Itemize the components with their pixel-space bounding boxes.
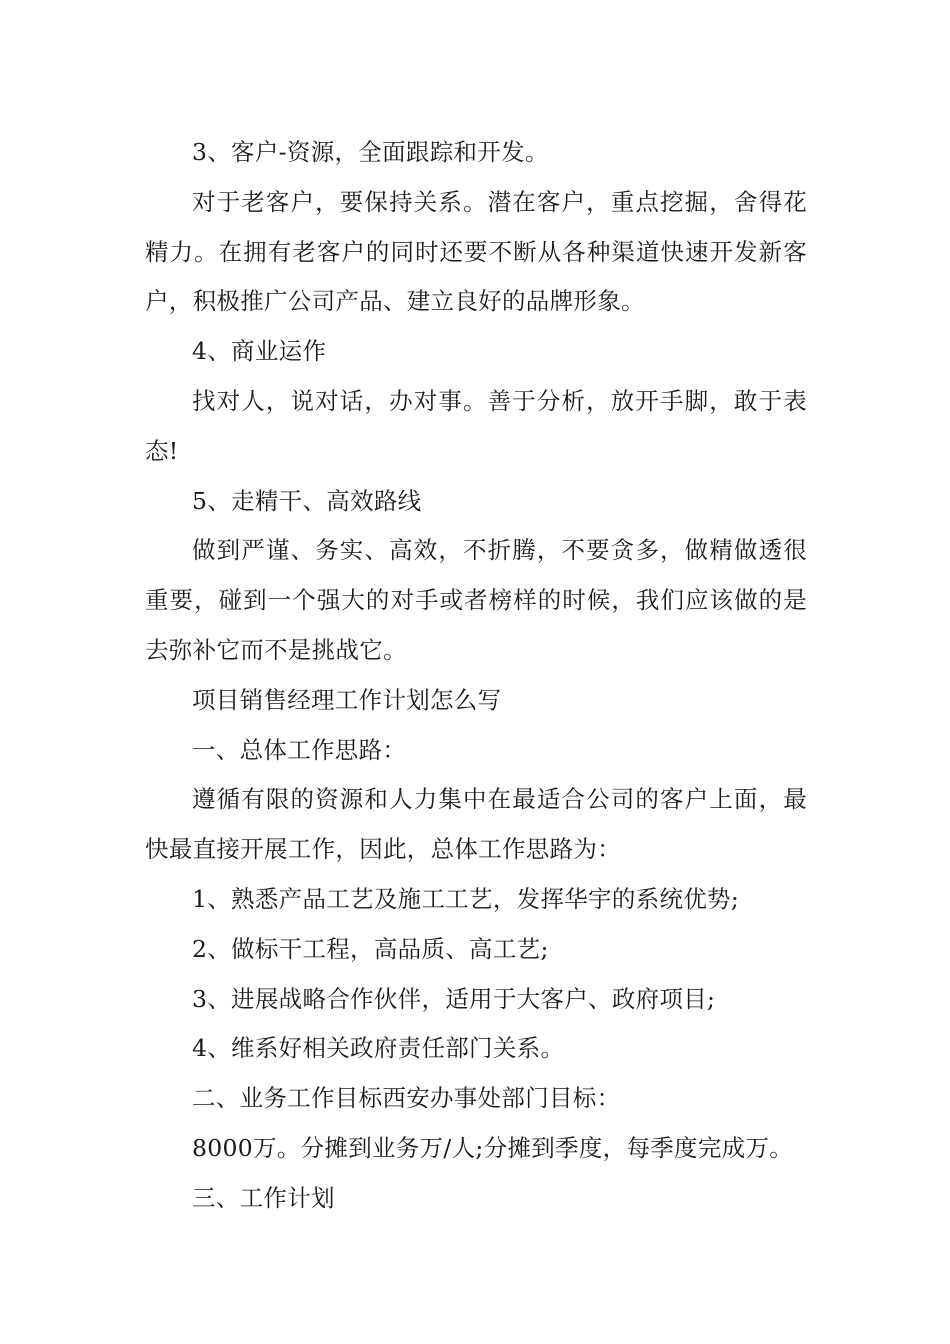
paragraph-efficient-route: 5、走精干、高效路线 [192, 486, 422, 515]
list-item-1: 1、熟悉产品工艺及施工工艺，发挥华宇的系统优势; [192, 884, 740, 913]
paragraph-client-resources: 3、客户-资源，全面跟踪和开发。 [192, 138, 549, 166]
paragraph-limited-resources: 遵循有限的资源和人力集中在最适合公司的客户上面，最快最直接开展工作，因此，总体工作思路为： [145, 785, 807, 864]
heading-business-goals: 二、业务工作目标西安办事处部门目标： [192, 1084, 621, 1113]
heading-work-plan: 三、工作计划 [192, 1183, 335, 1212]
paragraph-target-amount: 8000万。分摊到业务万/人;分摊到季度，每季度完成万。 [192, 1133, 794, 1162]
paragraph-old-clients: 对于老客户，要保持关系。潜在客户，重点挖掘，舍得花精力。在拥有老客户的同时还要不断从各种渠道快速开发新客户，积极推广公司产品、建立良好的品牌形象。 [145, 187, 807, 316]
list-item-2: 2、做标干工程，高品质、高工艺; [192, 934, 549, 963]
section-title: 项目销售经理工作计划怎么写 [192, 685, 502, 714]
document-body [145, 128, 807, 1224]
list-item-4: 4、维系好相关政府责任部门关系。 [192, 1034, 565, 1063]
paragraph-right-people: 找对人，说对话，办对事。善于分析，放开手脚，敢于表态! [145, 386, 807, 465]
paragraph-business-operation: 4、商业运作 [192, 337, 327, 366]
heading-overall-approach: 一、总体工作思路： [192, 735, 407, 764]
paragraph-rigorous: 做到严谨、务实、高效，不折腾，不要贪多，做精做透很重要，碰到一个强大的对手或者榜样的时候，我们应该做的是去弥补它而不是挑战它。 [145, 536, 807, 664]
list-item-3: 3、进展战略合作伙伴，适用于大客户、政府项目; [192, 984, 716, 1013]
